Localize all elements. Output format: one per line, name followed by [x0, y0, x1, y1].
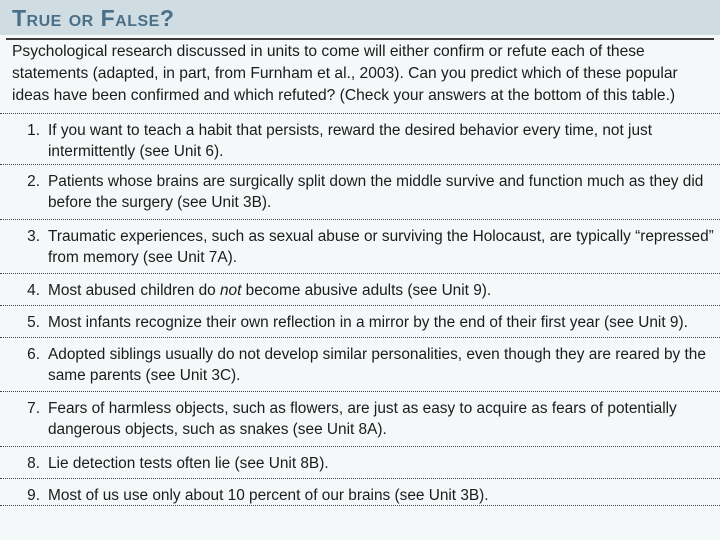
item-number: 5.	[27, 314, 40, 331]
list-item	[0, 219, 720, 271]
list-item	[0, 305, 720, 335]
item-text: Traumatic experiences, such as sexual abuse or surviving the Holocaust, are typically “repressed” from memory (see Unit 7A).	[48, 228, 714, 266]
item-number: 4.	[27, 282, 40, 299]
item-number: 8.	[27, 455, 40, 472]
item-number: 6.	[27, 346, 40, 363]
item-number: 9.	[27, 487, 40, 504]
list-item	[0, 478, 720, 508]
item-number: 2.	[27, 173, 40, 190]
list-item	[0, 391, 720, 444]
list-item	[0, 337, 720, 389]
item-number: 1.	[27, 122, 40, 139]
intro-paragraph: Psychological research discussed in units to come will either confirm or refute each of these statements (adapted, in part, from Furnham et al., 2003). Can you predict which of these popular ideas have been confirmed and which refuted? (Check your answers at the bottom of this table.)	[12, 43, 678, 104]
item-text: If you want to teach a habit that persists, reward the desired behavior every time, not just intermittently (see Unit 6).	[48, 122, 652, 160]
list-item	[0, 446, 720, 476]
item-text: Adopted siblings usually do not develop similar personalities, even though they are reared by the same parents (see Unit 3C).	[48, 346, 706, 384]
item-number: 3.	[27, 228, 40, 245]
list-item	[0, 113, 720, 162]
item-text: Lie detection tests often lie (see Unit 8B).	[48, 455, 329, 472]
item-text: Most infants recognize their own reflection in a mirror by the end of their first year (see Unit 9).	[48, 314, 688, 331]
item-number: 7.	[27, 400, 40, 417]
item-text: Patients whose brains are surgically split down the middle survive and function much as they did before the surgery (see Unit 3B).	[48, 173, 704, 211]
list-item	[0, 273, 720, 303]
header-divider	[6, 38, 714, 40]
list-bottom-divider	[0, 505, 720, 506]
item-text: Most of us use only about 10 percent of our brains (see Unit 3B).	[48, 487, 489, 504]
emphasis-text: not	[219, 282, 242, 299]
page-title: True or False?	[12, 5, 175, 31]
list-item	[0, 164, 720, 217]
item-text: Most abused children do not become abusive adults (see Unit 9).	[48, 282, 492, 299]
item-text: Fears of harmless objects, such as flowers, are just as easy to acquire as fears of potentially dangerous objects, such as snakes (see Unit 8A).	[48, 400, 677, 438]
